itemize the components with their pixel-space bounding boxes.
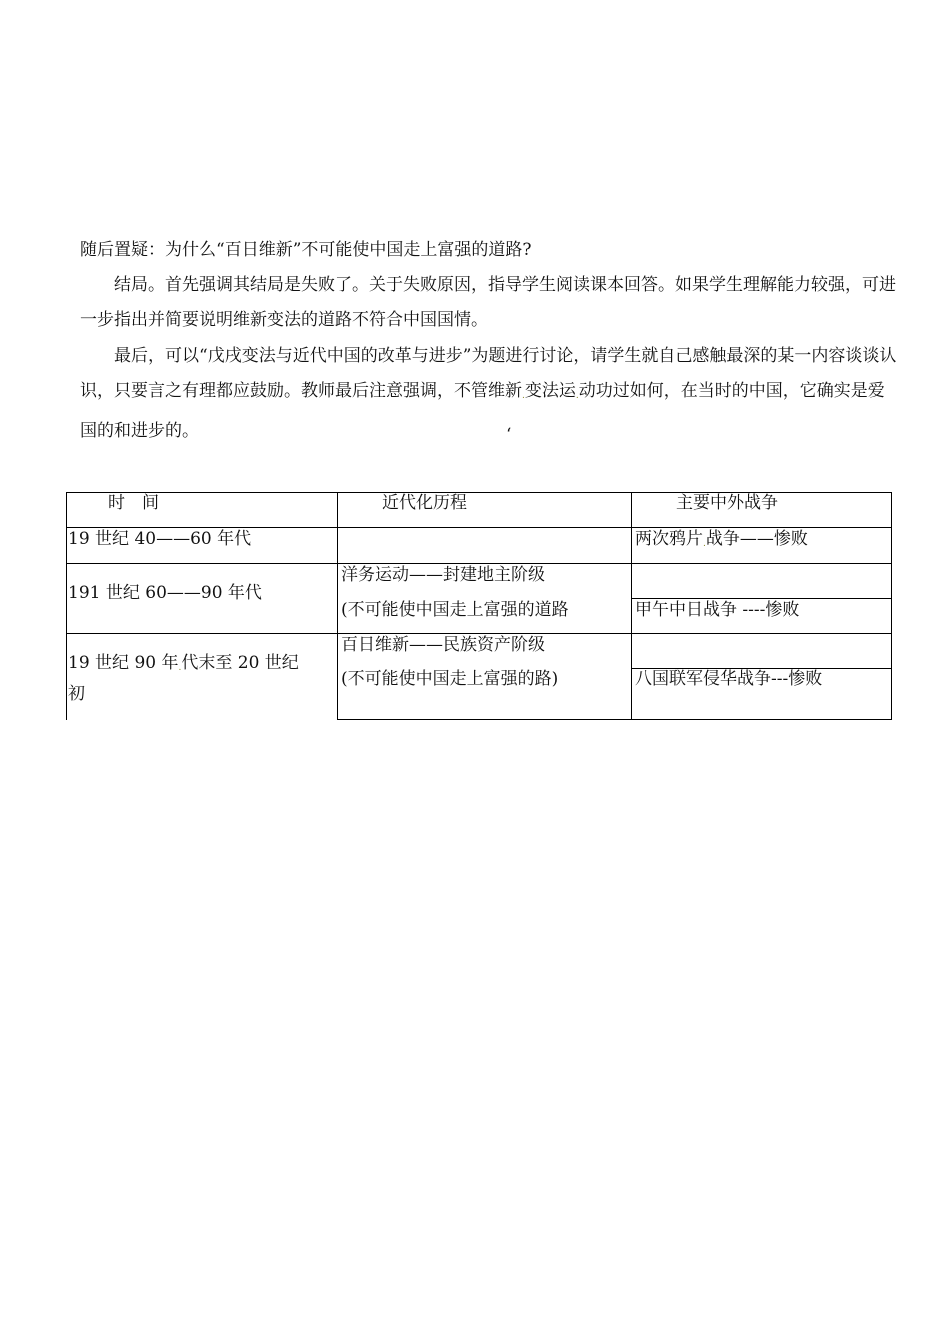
row3-time-part2: 代末至 20 世纪 — [181, 653, 299, 673]
paragraph-outcome: 结局。首先强调其结局是失败了。关于失败原因，指导学生阅读课本回答。如果学生理解能力较强，可进一步指出并简要说明维新变法的道路不符合中国国情。 — [80, 275, 896, 330]
row1-war-part2: 战争——惨败 — [705, 529, 808, 549]
dot-mark: . — [522, 391, 525, 401]
table-border-bottom — [337, 719, 892, 720]
paragraph-discussion — [80, 339, 900, 449]
paragraph-discussion-part2: 变法运 — [524, 381, 576, 401]
table-column-rule — [337, 492, 338, 720]
table-border-right — [891, 492, 892, 720]
row3-time-part1: 19 世纪 90 年 — [68, 653, 179, 673]
paragraph-discussion-part3: 动功过如何，在当时的中国，它确实是爱国的和进步的。 — [80, 381, 885, 441]
table-border-left — [66, 492, 67, 720]
row2-process-line1: 洋务运动——封建地主阶级 — [341, 565, 545, 585]
row1-war — [635, 525, 808, 558]
row3-process-line1: 百日维新——民族资产阶级 — [341, 635, 545, 655]
row2-time: 191 世纪 60——90 年代 — [68, 583, 262, 603]
header-process: 近代化历程 — [382, 493, 467, 513]
row1-war-part1: 两次鸦片 — [635, 529, 703, 549]
row2-process-line2: (不可能使中国走上富强的道路 — [341, 600, 569, 620]
row3-time-line2: 初 — [68, 684, 85, 704]
row3-war: 八国联军侵华战争---惨败 — [635, 669, 823, 689]
header-wars: 主要中外战争 — [676, 493, 778, 513]
dot-mark: . — [575, 391, 579, 401]
row3-time-line1 — [68, 649, 299, 682]
row3-process-line2: (不可能使中国走上富强的路) — [341, 669, 559, 689]
row1-time: 19 世纪 40——60 年代 — [68, 529, 252, 549]
dot-mark: . — [178, 663, 182, 673]
row2-war: 甲午中日战争 ----惨败 — [635, 600, 800, 620]
history-table — [66, 492, 892, 722]
paragraph-discussion-part1: 最后，可以“戊戌变法与近代中国的改革与进步”为题进行讨论，请学生就自己感触最深的某一内容谈谈认识，只要言之有理都应鼓励。教师最后注意强调，不管维新 — [80, 346, 897, 401]
stray-quote-mark: ‘ — [506, 425, 512, 445]
header-time: 时 间 — [108, 493, 159, 513]
table-column-rule — [631, 492, 632, 720]
paragraph-question: 随后置疑：为什么“百日维新”不可能使中国走上富强的道路? — [80, 240, 532, 260]
dot-mark: . — [703, 539, 706, 549]
